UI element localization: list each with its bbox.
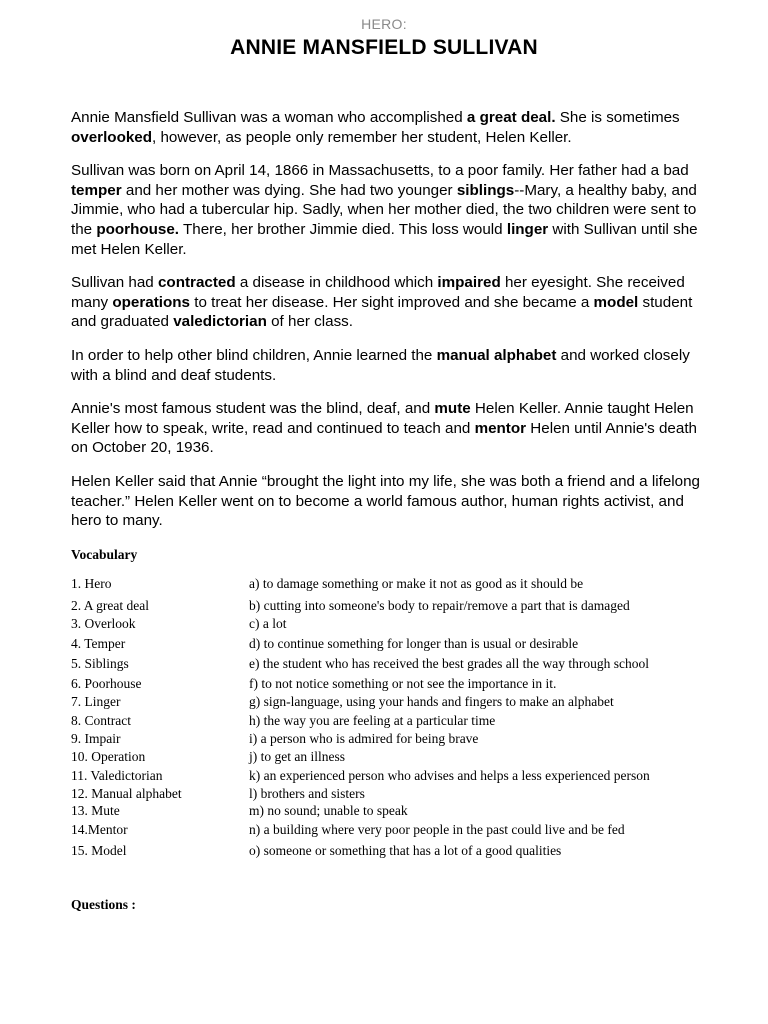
vocab-term: 14.Mentor — [71, 822, 128, 837]
vocab-row — [71, 656, 721, 676]
vocab-definition: l) brothers and sisters — [249, 786, 365, 801]
paragraph-text: Annie Mansfield Sullivan was a woman who accomplished — [71, 109, 467, 126]
vocab-word: mute — [434, 400, 471, 418]
paragraph-text: a disease in childhood which — [235, 274, 438, 292]
vocab-word: a great deal. — [466, 109, 556, 126]
vocab-word: linger — [506, 220, 549, 238]
vocab-row — [71, 768, 721, 786]
paragraph-text: and worked closely with a blind and deaf students. — [71, 346, 690, 384]
paragraph-text: Helen until Annie's death on October 20, 1936. — [71, 419, 697, 457]
vocab-definition: b) cutting into someone's body to repair/remove a part that is damaged — [249, 598, 630, 613]
vocab-word: manual alphabet — [436, 346, 557, 364]
paragraph — [71, 472, 711, 531]
vocab-definition: a) to damage something or make it not as good as it should be — [249, 576, 584, 591]
vocab-word: temper — [71, 181, 122, 199]
vocab-term: 6. Poorhouse — [71, 676, 142, 691]
vocab-word: model — [593, 293, 639, 311]
vocab-word: poorhouse. — [96, 220, 180, 238]
page-kicker: HERO: — [361, 16, 407, 32]
paragraph-text: to treat her disease. Her sight improved and she became a — [190, 293, 594, 311]
vocab-term: 11. Valedictorian — [71, 768, 163, 783]
paragraph — [71, 161, 711, 259]
paragraph-text: her eyesight. She received many — [71, 274, 685, 311]
vocab-definition: d) to continue something for longer than is usual or desirable — [249, 636, 579, 651]
vocab-term: 15. Model — [71, 843, 127, 858]
paragraph — [71, 399, 711, 458]
vocab-row — [71, 676, 721, 694]
vocab-row — [71, 843, 721, 863]
vocab-word: contracted — [157, 274, 236, 292]
paragraph — [71, 108, 711, 147]
vocab-definition: g) sign-language, using your hands and fingers to make an alphabet — [249, 694, 614, 709]
vocab-term: 4. Temper — [71, 636, 126, 651]
reading-passage — [71, 108, 711, 545]
vocab-term: 9. Impair — [71, 731, 121, 746]
paragraph-text: student and graduated — [71, 293, 693, 331]
paragraph-text: and her mother was dying. She had two younger — [121, 181, 457, 199]
vocab-term: 10. Operation — [71, 749, 146, 764]
vocab-word: mentor — [474, 419, 527, 437]
vocab-term: 13. Mute — [71, 803, 120, 818]
page-title: ANNIE MANSFIELD SULLIVAN — [230, 36, 538, 59]
vocab-definition: c) a lot — [249, 616, 287, 631]
vocab-term: 5. Siblings — [71, 656, 129, 671]
vocab-row — [71, 713, 721, 731]
vocab-row — [71, 786, 721, 803]
vocab-row — [71, 636, 721, 656]
paragraph-text: Sullivan was born on April 14, 1866 in Massachusetts, to a poor family. Her father had a bad — [71, 162, 689, 180]
vocabulary-list — [71, 576, 721, 863]
paragraph-text: Helen Keller. Annie taught Helen Keller how to speak, write, read and continued to teach and — [71, 400, 694, 437]
vocab-definition: j) to get an illness — [249, 749, 345, 764]
paragraph — [71, 273, 711, 332]
vocab-row — [71, 822, 721, 843]
vocab-definition: k) an experienced person who advises and helps a less experienced person — [249, 768, 650, 783]
paragraph-text: There, her brother Jimmie died. This loss would — [179, 220, 507, 238]
vocab-definition: n) a building where very poor people in the past could live and be fed — [249, 822, 625, 837]
questions-heading: Questions : — [71, 897, 136, 912]
vocab-word: valedictorian — [173, 313, 267, 331]
paragraph-text: Helen Keller said that Annie “brought the light into my life, she was both a friend and a lifelong teacher.” Helen Keller went on to become a world famous author, human rights activist, and hero to many. — [71, 472, 700, 530]
vocab-row — [71, 576, 721, 598]
vocab-word: overlooked — [71, 128, 153, 146]
vocab-definition: o) someone or something that has a lot of a good qualities — [249, 843, 562, 858]
paragraph-text: In order to help other blind children, Annie learned the — [71, 346, 437, 364]
vocab-word: siblings — [456, 181, 515, 199]
vocab-term: 8. Contract — [71, 713, 131, 728]
vocab-word: operations — [112, 293, 190, 311]
vocab-row — [71, 694, 721, 713]
vocab-row — [71, 616, 721, 636]
vocab-term: 1. Hero — [71, 576, 112, 591]
vocab-definition: e) the student who has received the best grades all the way through school — [249, 656, 650, 671]
vocab-definition: m) no sound; unable to speak — [249, 803, 408, 818]
paragraph-text: , however, as people only remember her student, Helen Keller. — [152, 128, 572, 146]
vocab-term: 12. Manual alphabet — [71, 786, 182, 801]
paragraph-text: of her class. — [266, 313, 353, 331]
vocab-definition: h) the way you are feeling at a particular time — [249, 713, 496, 728]
paragraph-text: She is sometimes — [555, 109, 680, 126]
vocab-row — [71, 803, 721, 822]
vocab-row — [71, 731, 721, 749]
paragraph — [71, 346, 711, 385]
vocab-row — [71, 749, 721, 768]
vocab-term: 2. A great deal — [71, 598, 149, 613]
vocab-term: 7. Linger — [71, 694, 121, 709]
vocab-definition: i) a person who is admired for being brave — [249, 731, 479, 746]
vocab-word: impaired — [437, 274, 501, 292]
paragraph-text: with Sullivan until she met Helen Keller. — [71, 220, 698, 258]
vocab-definition: f) to not notice something or not see the importance in it. — [249, 676, 557, 691]
vocab-row — [71, 598, 721, 616]
vocab-term: 3. Overlook — [71, 616, 136, 631]
vocabulary-heading: Vocabulary — [71, 547, 138, 562]
paragraph-text: Sullivan had — [71, 274, 158, 292]
paragraph-text: --Mary, a healthy baby, and Jimmie, who had a tubercular hip. Sadly, when her mother died, the two children were sent to the — [71, 181, 697, 238]
paragraph-text: Annie's most famous student was the blind, deaf, and — [71, 400, 435, 418]
